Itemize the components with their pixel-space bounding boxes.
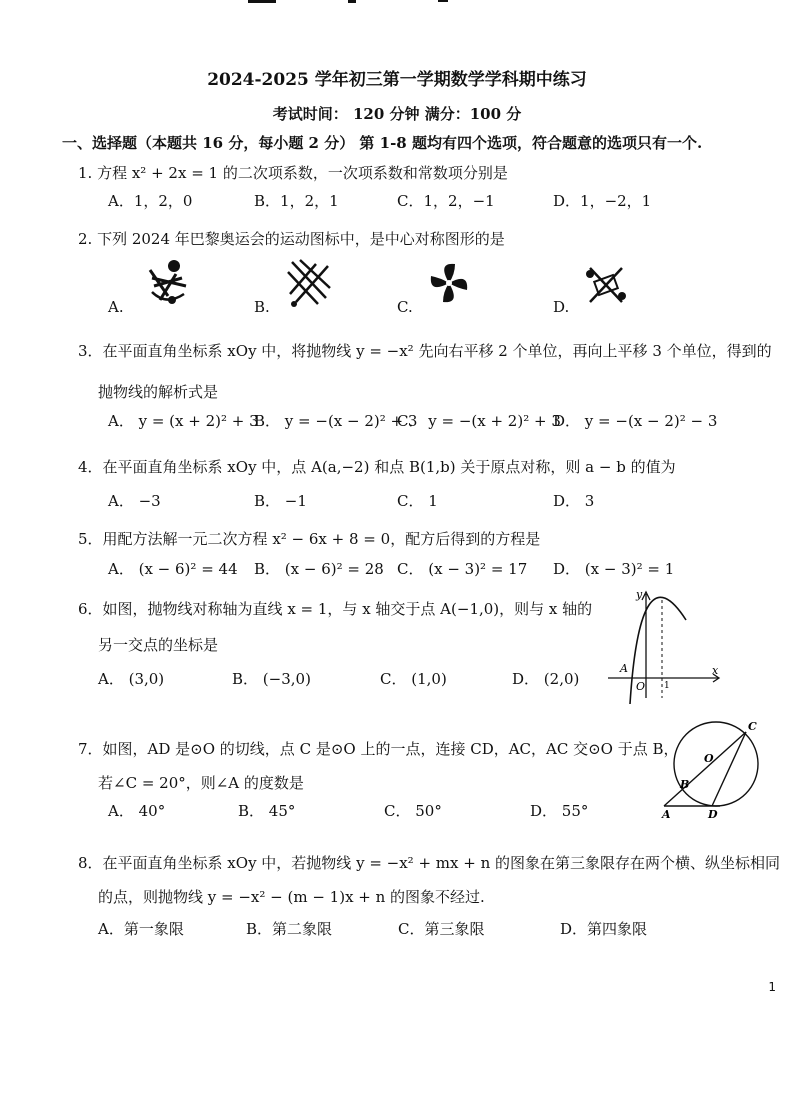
circle-figure [660,716,764,820]
scan-artifact [438,0,448,2]
sport-icon-c [425,258,473,308]
q7-option-b: B． 45° [238,802,296,820]
question-7-stem: 7．如图，AD 是⊙O 的切线，点 C 是⊙O 上的一点，连接 CD，AC，AC 交⊙O 于点 B， [78,740,679,758]
q1-option-a: A．1，2，0 [108,192,193,210]
circle-label-d: D [708,808,718,821]
q7-option-d: D． 55° [530,802,589,820]
parabola-y-label: y [636,588,643,601]
question-1-stem: 1. 方程 x² + 2x = 1 的二次项系数，一次项系数和常数项分别是 [78,164,508,182]
q6-option-a: A． (3,0) [98,670,165,688]
section-heading: 一、选择题（本题共 16 分，每小题 2 分） 第 1-8 题均有四个选项，符合题意的选项只有一个. [62,134,703,152]
q7-option-c: C． 50° [384,802,442,820]
sport-icon-d [584,264,628,306]
question-6-stem-line2: 另一交点的坐标是 [98,636,219,654]
question-2-stem: 2. 下列 2024 年巴黎奥运会的运动图标中，是中心对称图形的是 [78,230,505,248]
q3-option-a: A． y = (x + 2)² + 3 [108,412,259,430]
question-3-stem: 3．在平面直角坐标系 xOy 中，将抛物线 y = −x² 先向右平移 2 个单位，再向上平移 3 个单位，得到的 [78,342,772,360]
q2-option-b: B. [254,298,270,316]
q8-option-b: B．第二象限 [246,920,333,938]
sport-icon-b [286,258,334,308]
sport-icon-a [146,256,192,308]
q5-option-b: B． (x − 6)² = 28 [254,560,384,578]
page-number: 1 [768,980,776,994]
q2-option-c: C. [397,298,413,316]
parabola-tick-label: 1 [664,681,670,691]
q1-option-d: D．1，−2，1 [553,192,652,210]
parabola-x-label: x [712,664,719,677]
q4-option-d: D． 3 [553,492,595,510]
circle-label-a: A [662,808,671,821]
parabola-origin-label: O [636,680,646,693]
question-3-stem-line2: 抛物线的解析式是 [98,383,219,401]
q3-option-b: B． y = −(x − 2)² + 3 [254,412,418,430]
scan-artifact [248,0,276,3]
q8-option-d: D．第四象限 [560,920,648,938]
q4-option-c: C． 1 [397,492,438,510]
q4-option-b: B． −1 [254,492,307,510]
q5-option-d: D． (x − 3)² = 1 [553,560,675,578]
question-8-stem-line2: 的点，则抛物线 y = −x² − (m − 1)x + n 的图象不经过. [98,888,485,906]
q5-option-a: A． (x − 6)² = 44 [108,560,238,578]
q2-option-d: D. [553,298,570,316]
parabola-figure [600,582,730,706]
q6-option-c: C． (1,0) [380,670,447,688]
q2-option-a: A. [108,298,124,316]
exam-meta: 考试时间： 120 分钟 满分：100 分 [272,105,522,123]
q1-option-b: B．1，2，1 [254,192,339,210]
q6-option-d: D． (2,0) [512,670,580,688]
page-title: 2024-2025 学年初三第一学期数学学科期中练习 [207,70,587,90]
scan-artifact [348,0,356,3]
circle-label-c: C [748,720,757,733]
question-6-stem: 6．如图，抛物线对称轴为直线 x = 1，与 x 轴交于点 A(−1,0)，则与 x 轴的 [78,600,593,618]
q3-option-c: C． y = −(x + 2)² + 3 [397,412,561,430]
question-5-stem: 5．用配方法解一元二次方程 x² − 6x + 8 = 0，配方后得到的方程是 [78,530,541,548]
q8-option-c: C．第三象限 [398,920,485,938]
q6-option-b: B． (−3,0) [232,670,311,688]
q1-option-c: C．1，2，−1 [397,192,495,210]
q8-option-a: A．第一象限 [98,920,184,938]
circle-label-o: O [704,752,714,765]
question-4-stem: 4．在平面直角坐标系 xOy 中，点 A(a,−2) 和点 B(1,b) 关于原点对称，则 a − b 的值为 [78,458,676,476]
circle-label-b: B [680,778,690,791]
q3-option-d: D． y = −(x − 2)² − 3 [553,412,718,430]
q7-option-a: A． 40° [108,802,166,820]
q5-option-c: C． (x − 3)² = 17 [397,560,528,578]
question-8-stem: 8．在平面直角坐标系 xOy 中，若抛物线 y = −x² + mx + n 的图象在第三象限存在两个横、纵坐标相同 [78,854,781,872]
question-7-stem-line2: 若∠C = 20°，则∠A 的度数是 [98,774,304,792]
parabola-point-a-label: A [620,662,628,675]
q4-option-a: A． −3 [108,492,161,510]
